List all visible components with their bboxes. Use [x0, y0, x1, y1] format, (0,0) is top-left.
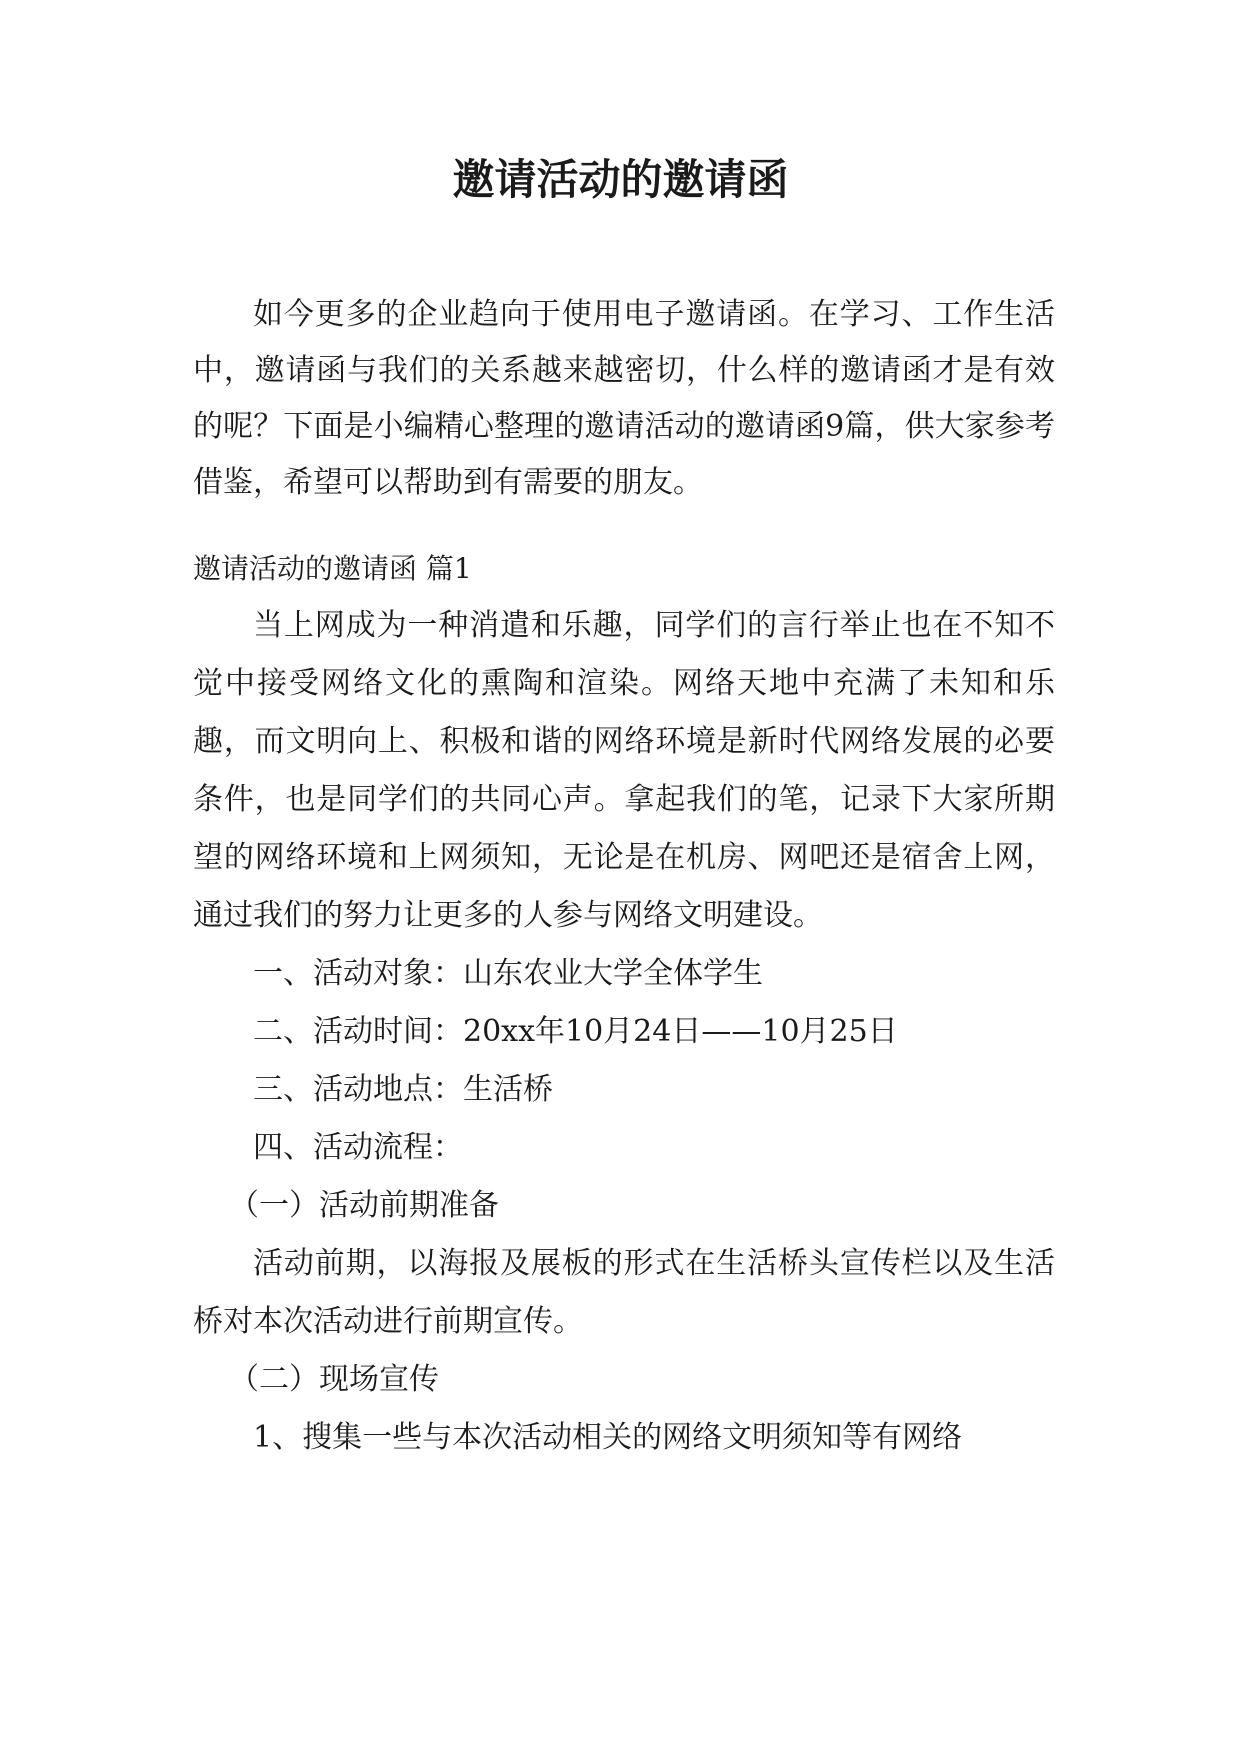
document-title: 邀请活动的邀请函: [452, 155, 789, 204]
body-paragraph: 当上网成为一种消遣和乐趣，同学们的言行举止也在不知不觉中接受网络文化的熏陶和渲染。网络天地中充满了未知和乐趣，而文明向上、积极和谐的网络环境是新时代网络发展的必要条件，也是同学们的共同心声。拿起我们的笔，记录下大家所期望的网络环境和上网须知，无论是在机房、网吧还是宿舍上网，通过我们的努力让更多的人参与网络文明建设。: [193, 608, 1055, 933]
activity-process: 四、活动流程：: [253, 1130, 463, 1165]
activity-location: 三、活动地点：生活桥: [253, 1072, 553, 1107]
subsection-onsite: （二）现场宣传: [229, 1362, 439, 1397]
intro-paragraph: 如今更多的企业趋向于使用电子邀请函。在学习、工作生活中，邀请函与我们的关系越来越密切，什么样的邀请函才是有效的呢？下面是小编精心整理的邀请活动的邀请函9篇，供大家参考借鉴，希望可以帮助到有需要的朋友。: [193, 297, 1055, 500]
section-heading: 邀请活动的邀请函 篇1: [193, 552, 472, 585]
onsite-item-1: 1、搜集一些与本次活动相关的网络文明须知等有网络: [253, 1420, 963, 1455]
document-body: [193, 287, 1055, 1467]
preparation-paragraph: 活动前期，以海报及展板的形式在生活桥头宣传栏以及生活桥对本次活动进行前期宣传。: [193, 1246, 1055, 1339]
subsection-preparation: （一）活动前期准备: [229, 1188, 499, 1223]
activity-time: 二、活动时间：20xx年10月24日——10月25日: [253, 1014, 898, 1049]
activity-target: 一、活动对象：山东农业大学全体学生: [253, 956, 763, 991]
